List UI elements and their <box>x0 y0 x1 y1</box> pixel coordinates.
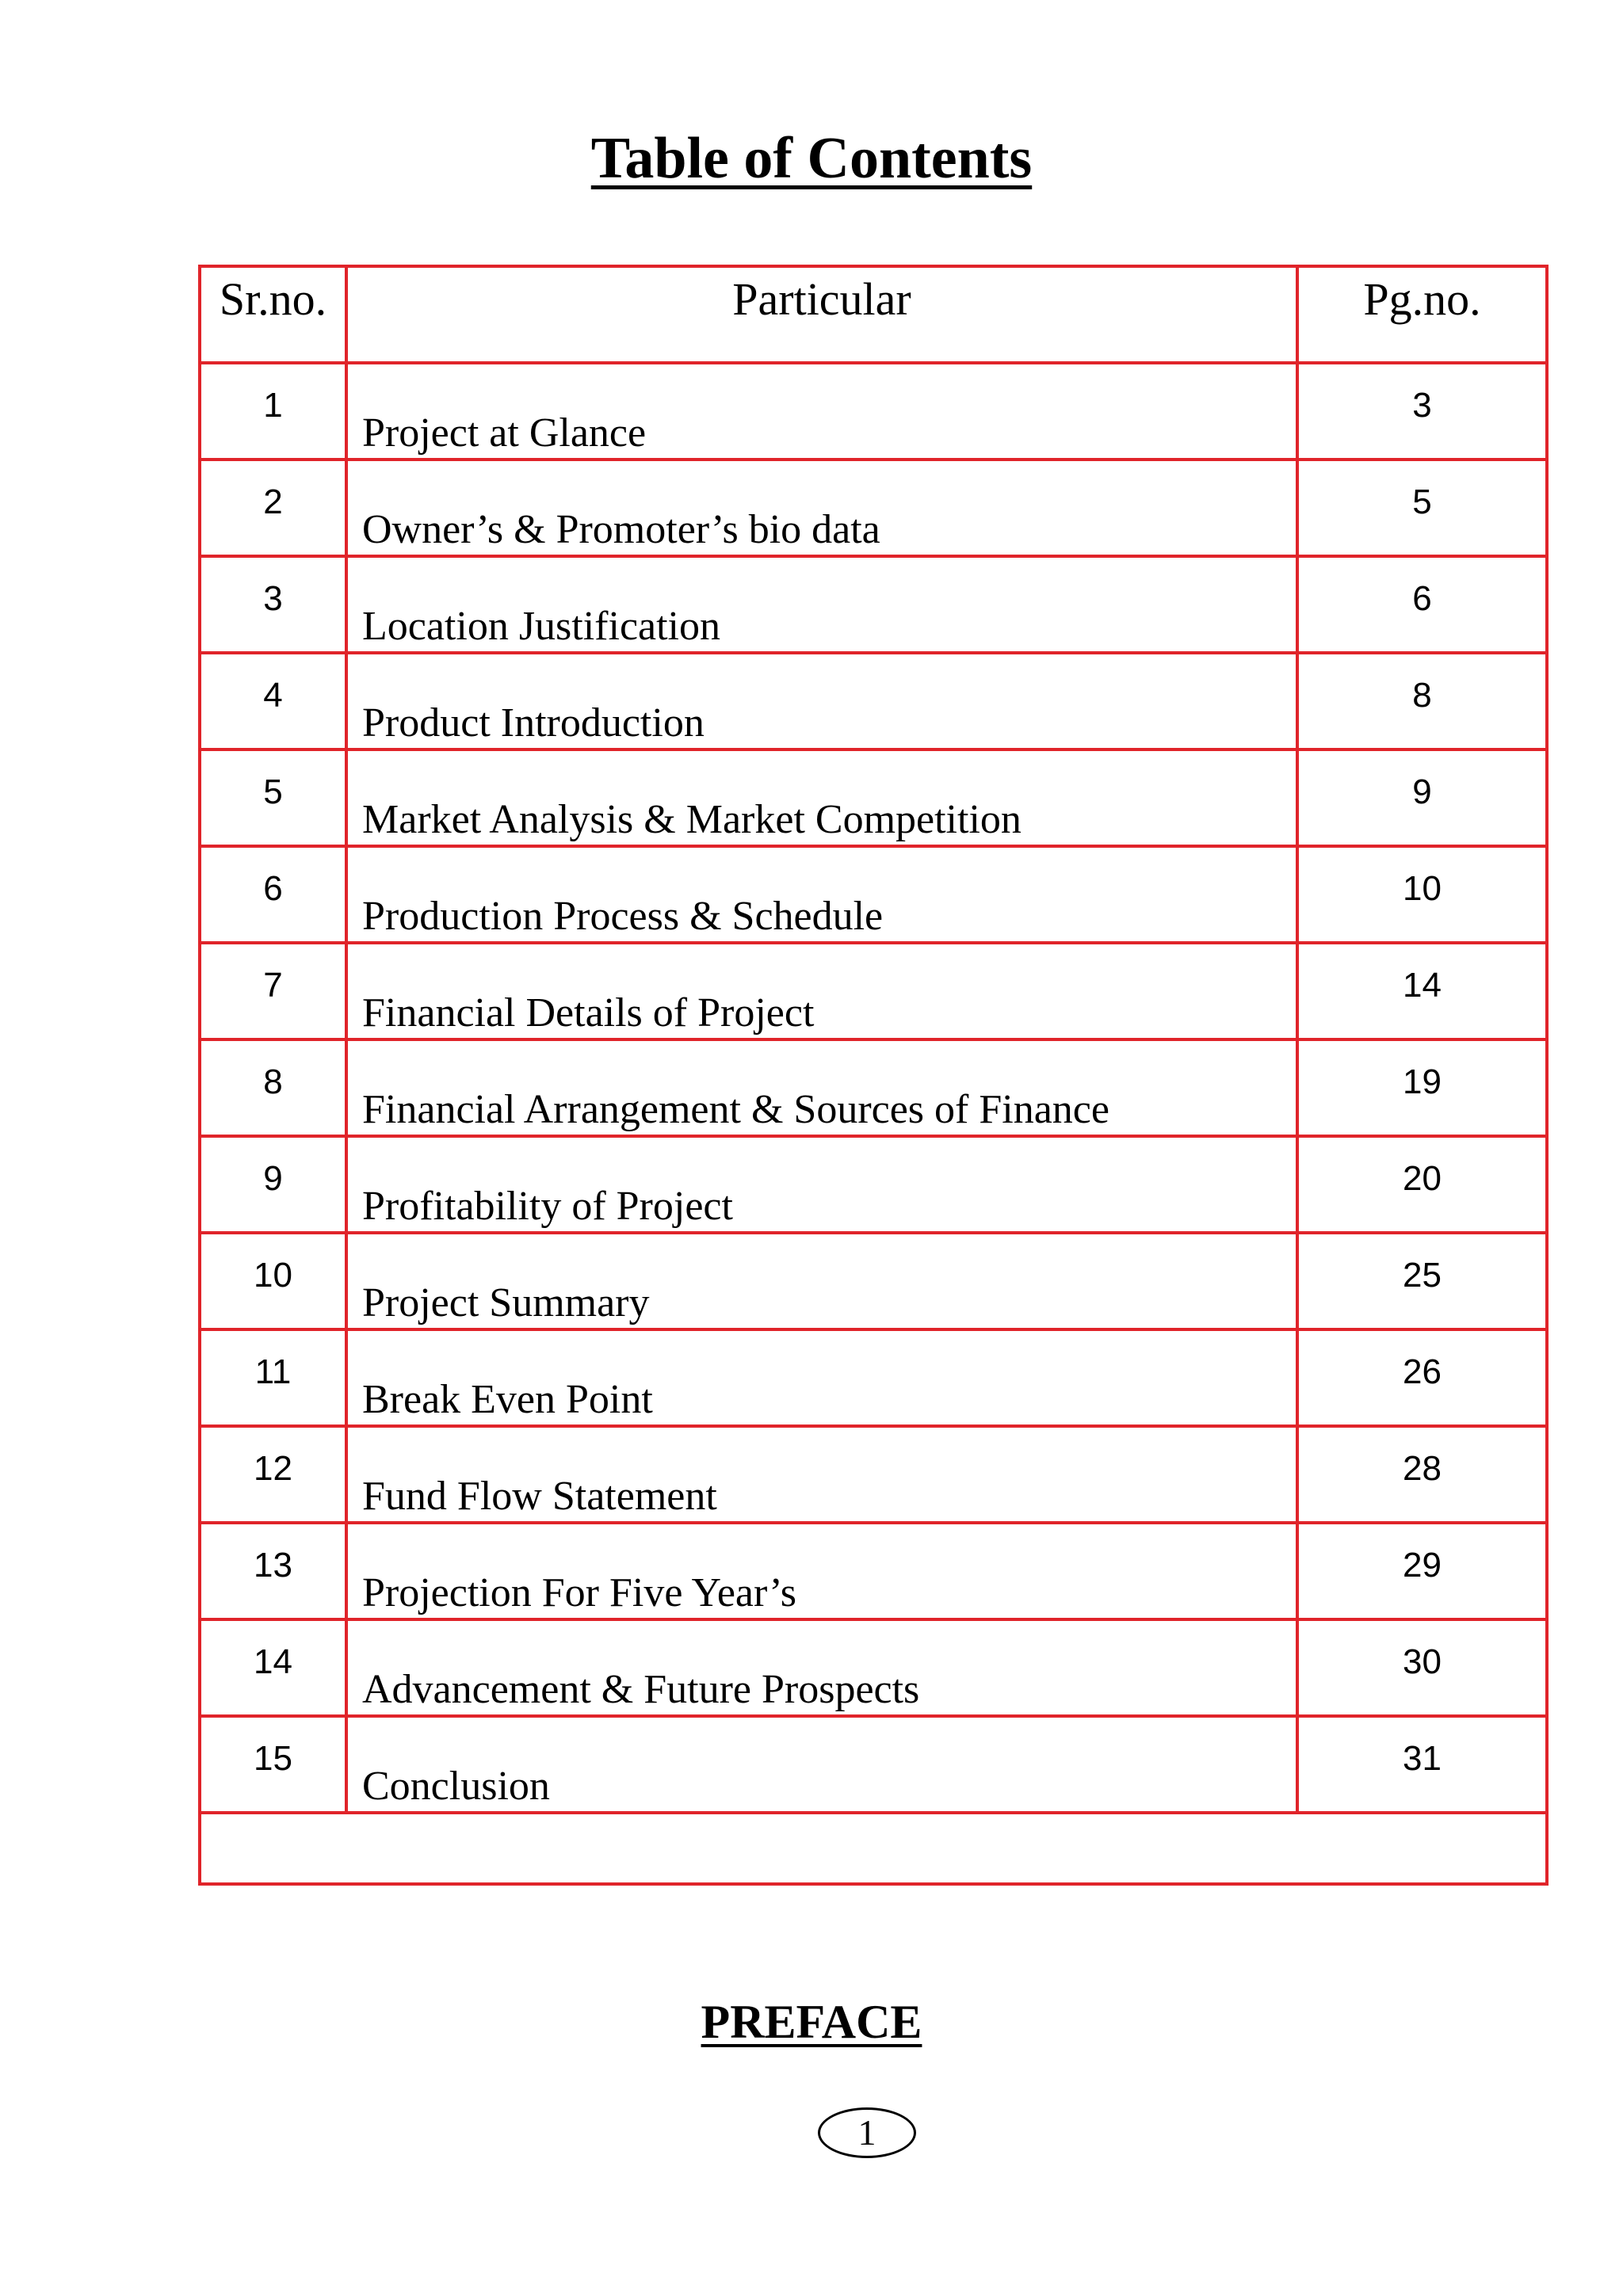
toc-sr-no: 3 <box>200 556 346 653</box>
page-number-badge: 1 <box>818 2107 916 2158</box>
toc-page-no: 20 <box>1297 1136 1547 1233</box>
toc-sr-no: 7 <box>200 943 346 1039</box>
toc-page-no: 25 <box>1297 1233 1547 1329</box>
toc-page-no: 6 <box>1297 556 1547 653</box>
toc-particular: Break Even Point <box>346 1329 1297 1426</box>
header-page-no: Pg.no. <box>1297 266 1547 363</box>
toc-row <box>200 1136 1547 1233</box>
toc-row <box>200 1233 1547 1329</box>
toc-table <box>198 265 1549 1886</box>
toc-page-no: 29 <box>1297 1523 1547 1619</box>
toc-row <box>200 653 1547 749</box>
toc-particular: Projection For Five Year’s <box>346 1523 1297 1619</box>
toc-page-no: 19 <box>1297 1039 1547 1136</box>
toc-page-no: 30 <box>1297 1619 1547 1716</box>
toc-header-row <box>200 266 1547 363</box>
toc-page-no: 3 <box>1297 363 1547 460</box>
toc-row <box>200 1039 1547 1136</box>
toc-sr-no: 10 <box>200 1233 346 1329</box>
toc-sr-no: 12 <box>200 1426 346 1523</box>
toc-particular: Project at Glance <box>346 363 1297 460</box>
toc-particular: Product Introduction <box>346 653 1297 749</box>
toc-page-no: 31 <box>1297 1716 1547 1813</box>
page-title <box>0 127 1623 191</box>
toc-particular: Conclusion <box>346 1716 1297 1813</box>
toc-particular: Market Analysis & Market Competition <box>346 749 1297 846</box>
toc-page-no: 10 <box>1297 846 1547 943</box>
toc-particular: Financial Details of Project <box>346 943 1297 1039</box>
toc-row <box>200 846 1547 943</box>
toc-particular: Location Justification <box>346 556 1297 653</box>
toc-row <box>200 1426 1547 1523</box>
toc-sr-no: 1 <box>200 363 346 460</box>
toc-particular: Advancement & Future Prospects <box>346 1619 1297 1716</box>
toc-sr-no: 11 <box>200 1329 346 1426</box>
toc-sr-no: 6 <box>200 846 346 943</box>
toc-row <box>200 556 1547 653</box>
toc-particular: Production Process & Schedule <box>346 846 1297 943</box>
toc-row <box>200 1523 1547 1619</box>
toc-particular: Owner’s & Promoter’s bio data <box>346 460 1297 556</box>
header-sr-no: Sr.no. <box>200 266 346 363</box>
toc-particular: Profitability of Project <box>346 1136 1297 1233</box>
toc-sr-no: 13 <box>200 1523 346 1619</box>
toc-page-no: 8 <box>1297 653 1547 749</box>
toc-page-no: 5 <box>1297 460 1547 556</box>
toc-row <box>200 363 1547 460</box>
toc-row <box>200 460 1547 556</box>
toc-sr-no: 8 <box>200 1039 346 1136</box>
toc-sr-no: 15 <box>200 1716 346 1813</box>
toc-row <box>200 1329 1547 1426</box>
toc-sr-no: 14 <box>200 1619 346 1716</box>
toc-row <box>200 749 1547 846</box>
toc-page-no: 9 <box>1297 749 1547 846</box>
toc-row <box>200 1716 1547 1813</box>
page-title-text: Table of Contents <box>590 126 1033 191</box>
toc-sr-no: 5 <box>200 749 346 846</box>
toc-page-no: 14 <box>1297 943 1547 1039</box>
toc-row <box>200 943 1547 1039</box>
toc-particular: Project Summary <box>346 1233 1297 1329</box>
toc-sr-no: 9 <box>200 1136 346 1233</box>
header-particular: Particular <box>346 266 1297 363</box>
toc-empty-row <box>200 1813 1547 1884</box>
toc-empty-cell <box>200 1813 1547 1884</box>
toc-particular: Fund Flow Statement <box>346 1426 1297 1523</box>
toc-sr-no: 2 <box>200 460 346 556</box>
toc-row <box>200 1619 1547 1716</box>
toc-particular: Financial Arrangement & Sources of Finance <box>346 1039 1297 1136</box>
preface-heading-text: PREFACE <box>701 1996 922 2048</box>
toc-page-no: 28 <box>1297 1426 1547 1523</box>
toc-page-no: 26 <box>1297 1329 1547 1426</box>
toc-sr-no: 4 <box>200 653 346 749</box>
preface-heading <box>0 1995 1623 2050</box>
